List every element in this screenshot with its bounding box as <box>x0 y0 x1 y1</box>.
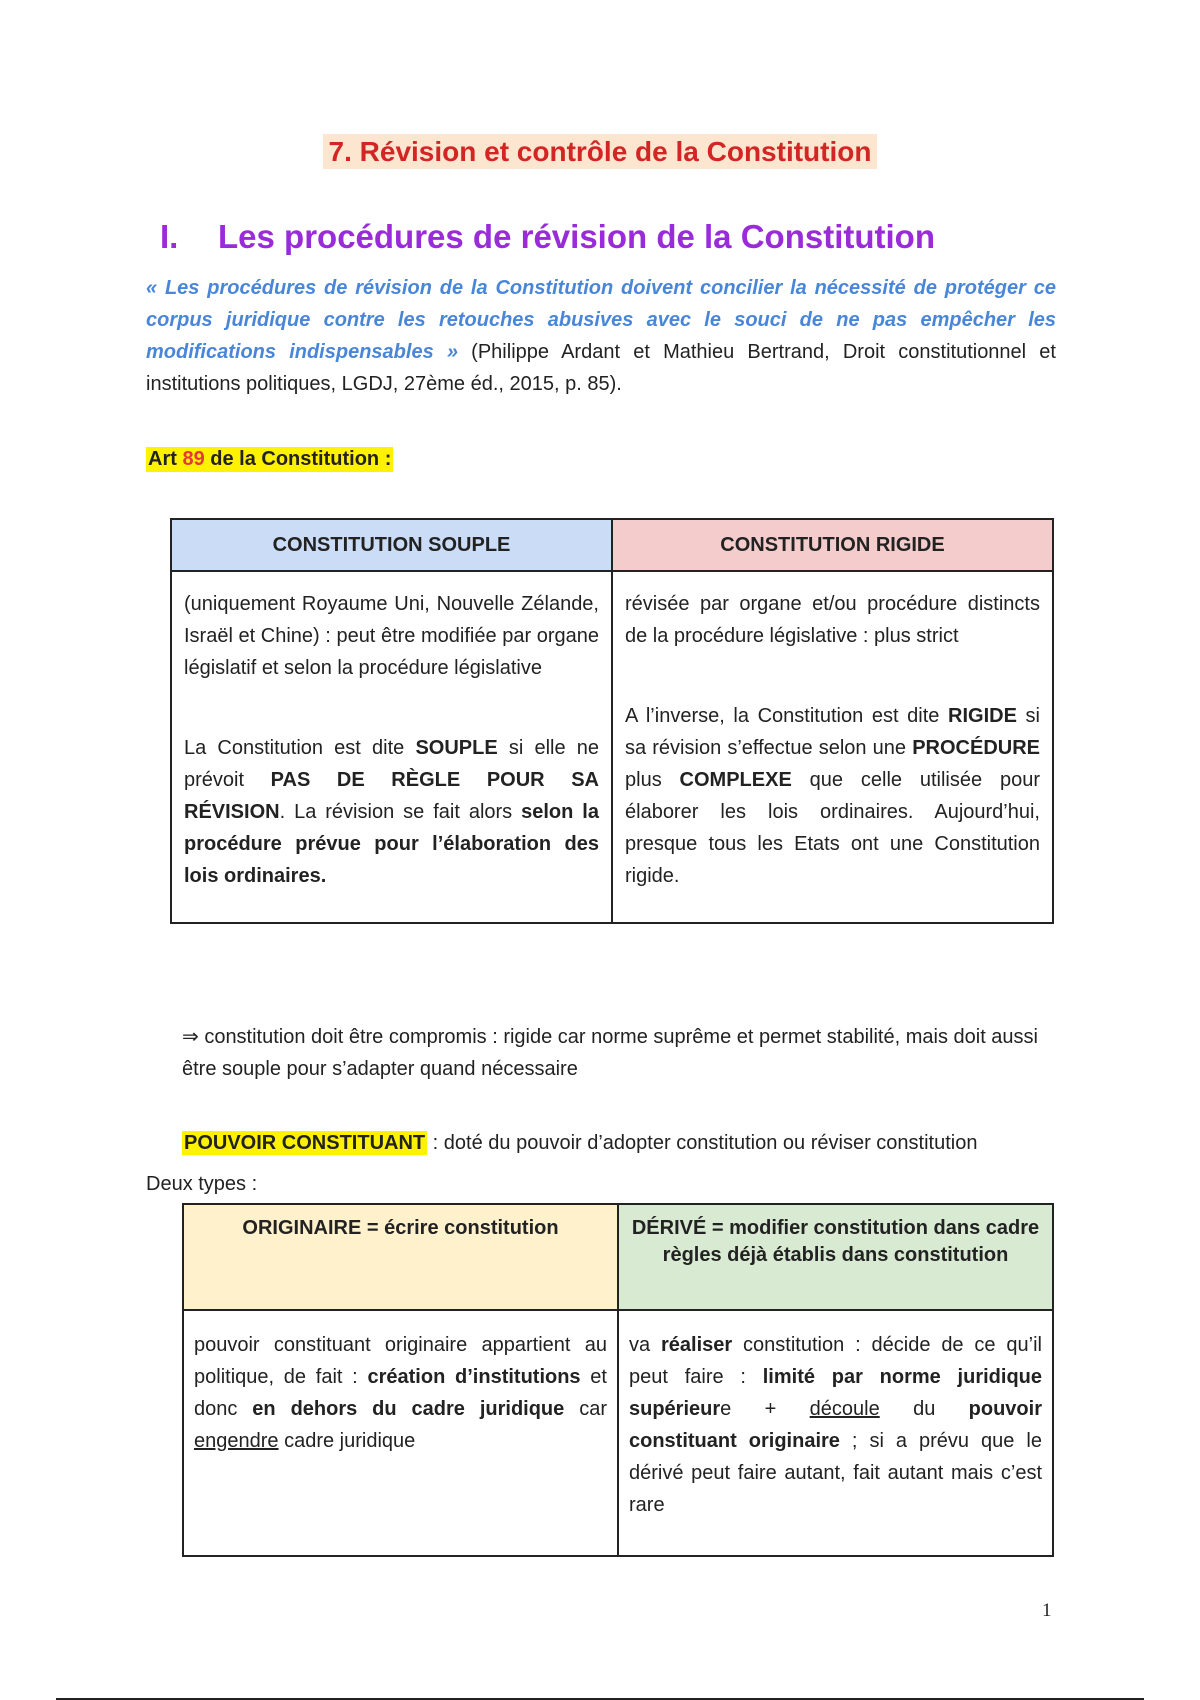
quote-text: « Les procédures de révision de la Constitution doivent concilier la nécessité de protéger ce corpus juridique contre les retouches abusives avec le souci de ne pas empêcher les modifications indispensables » <box>146 277 1056 363</box>
rigide-paragraph-2 <box>625 700 1040 892</box>
underlined-run: découle <box>809 1398 880 1420</box>
compromise-note: ⇒ constitution doit être compromis : rigide car norme suprême et permet stabilité, mais doit aussi être souple pour s’adapter quand nécessaire <box>182 1026 1038 1080</box>
quote-paragraph <box>146 272 1056 400</box>
article-number: 89 <box>182 448 205 470</box>
text-run: cadre juridique <box>278 1430 416 1452</box>
text-run: La Constitution est dite <box>184 737 416 759</box>
pouvoir-label: POUVOIR CONSTITUANT <box>184 1132 426 1154</box>
text-run: va <box>629 1334 661 1356</box>
bold-run: réaliser <box>661 1334 733 1356</box>
rigide-paragraph-1: révisée par organe et/ou procédure distincts de la procédure législative : plus strict <box>625 593 1040 647</box>
section-number: I. <box>160 218 179 255</box>
text-run: . La révision se fait alors <box>279 801 522 823</box>
text-run: A l’inverse, la Constitution est dite <box>625 705 949 727</box>
text-run: pouvoir constituant originaire appartient au politique, de fait : <box>194 1334 607 1388</box>
bold-run: SOUPLE <box>415 737 498 759</box>
souple-header: CONSTITUTION SOUPLE <box>171 519 612 571</box>
souple-cell <box>171 571 612 923</box>
quote-source: (Philippe Ardant et Mathieu Bertrand, Droit constitutionnel et institutions politiques, LGDJ, 27ème éd., 2015, p. 85). <box>146 341 1056 395</box>
text-run: plus <box>625 769 680 791</box>
document-title-wrap <box>0 136 1200 168</box>
underlined-run: engendre <box>194 1430 279 1452</box>
bold-run: selon la procédure prévue pour l’élaboration des lois ordinaires. <box>184 801 599 887</box>
section-heading <box>160 218 935 256</box>
article-prefix: Art <box>148 448 183 470</box>
article-reference <box>146 447 393 472</box>
souple-rigide-table <box>170 518 1054 924</box>
souple-paragraph-1: (uniquement Royaume Uni, Nouvelle Zélande, Israël et Chine) : peut être modifiée par organe législatif et selon la procédure législative <box>184 593 599 679</box>
deux-types-label: Deux types : <box>146 1173 258 1195</box>
derive-cell <box>618 1310 1053 1556</box>
text-run: ; si a prévu que le dérivé peut faire autant, fait autant mais c’est rare <box>629 1430 1042 1516</box>
text-run: si elle ne prévoit <box>184 737 599 791</box>
page-number: 1 <box>1042 1600 1052 1621</box>
bold-run: limité par norme juridique supérieur <box>629 1366 1042 1420</box>
bold-run: COMPLEXE <box>679 769 792 791</box>
text-run: si sa révision s’effectue selon une <box>625 705 1040 759</box>
section-label: Les procédures de révision de la Constitution <box>218 218 935 255</box>
text-run: du <box>879 1398 969 1420</box>
bold-run: RIGIDE <box>948 705 1017 727</box>
text-run: e + <box>720 1398 810 1420</box>
originaire-header: ORIGINAIRE = écrire constitution <box>183 1204 618 1310</box>
rigide-header: CONSTITUTION RIGIDE <box>612 519 1053 571</box>
article-suffix: de la Constitution : <box>204 448 392 470</box>
originaire-derive-table <box>182 1203 1054 1557</box>
bold-run: création d’institutions <box>367 1366 581 1388</box>
bold-run: PROCÉDURE <box>912 737 1040 759</box>
souple-paragraph-2 <box>184 732 599 892</box>
rigide-cell <box>612 571 1053 923</box>
derive-header: DÉRIVÉ = modifier constitution dans cadre règles déjà établis dans constitution <box>618 1204 1053 1310</box>
text-run: et donc <box>194 1366 607 1420</box>
pouvoir-text: : doté du pouvoir d’adopter constitution ou réviser constitution <box>427 1132 978 1154</box>
originaire-cell <box>183 1310 618 1556</box>
text-run: que celle utilisée pour élaborer les lois ordinaires. Aujourd’hui, presque tous les Etats ont une Constitution rigide. <box>625 769 1040 887</box>
text-run: constitution : décide de ce qu’il peut faire : <box>629 1334 1042 1388</box>
pouvoir-constituant-definition <box>182 1132 977 1155</box>
bold-run: pouvoir constituant originaire <box>629 1398 1042 1452</box>
document-title: 7. Révision et contrôle de la Constitution <box>323 134 878 169</box>
bold-run: en dehors du cadre juridique <box>252 1398 565 1420</box>
text-run: car <box>564 1398 607 1420</box>
bold-run: PAS DE RÈGLE POUR SA RÉVISION <box>184 769 599 823</box>
